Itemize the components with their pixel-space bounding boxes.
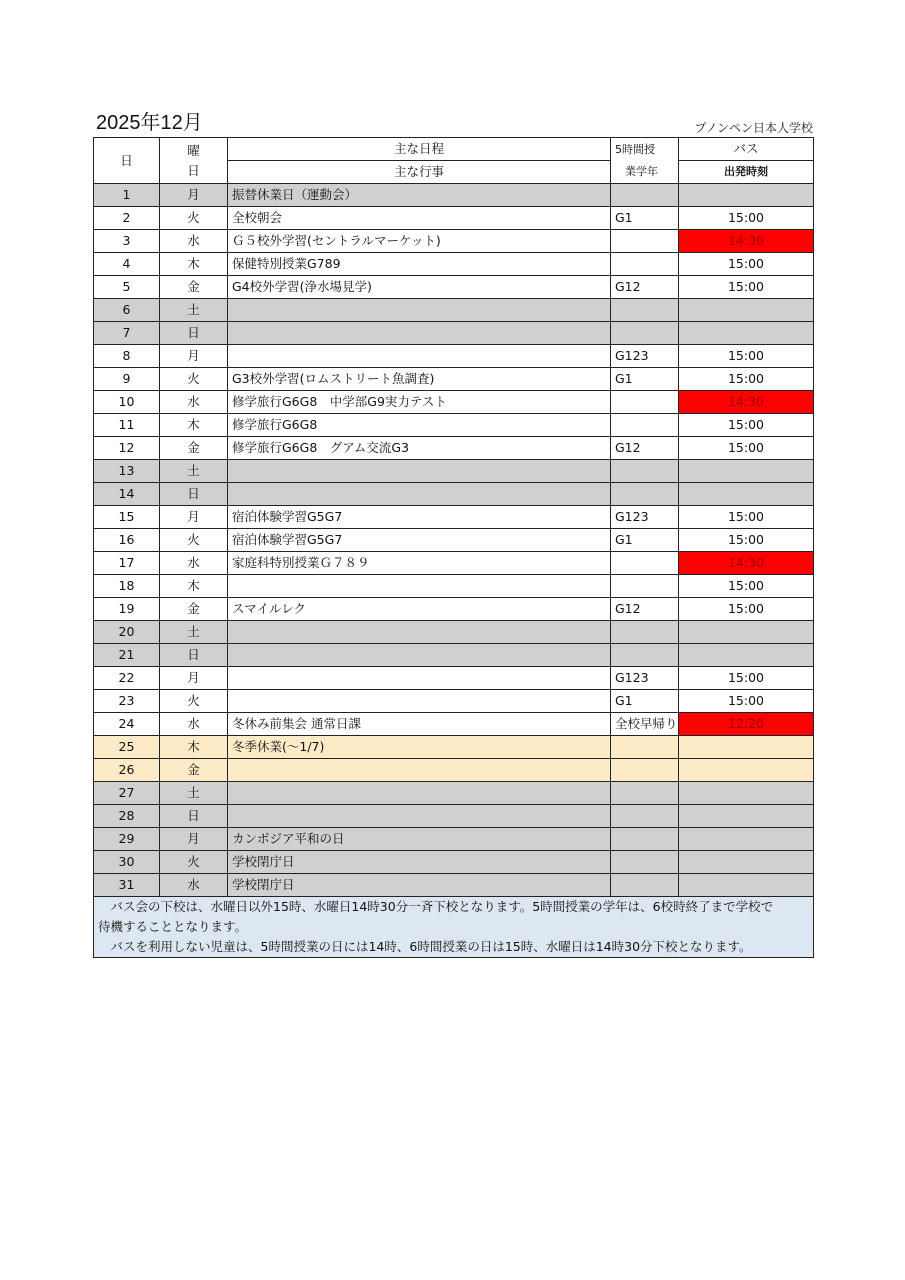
cell-day: 2 <box>94 207 160 230</box>
cell-day: 28 <box>94 805 160 828</box>
cell-weekday: 水 <box>160 552 228 575</box>
table-row <box>94 690 814 713</box>
cell-bus-time <box>679 828 814 851</box>
cell-day: 14 <box>94 483 160 506</box>
cell-bus-time <box>679 805 814 828</box>
cell-bus-time <box>679 460 814 483</box>
cell-weekday: 日 <box>160 483 228 506</box>
cell-grade <box>611 736 679 759</box>
cell-grade <box>611 805 679 828</box>
cell-day: 1 <box>94 184 160 207</box>
cell-grade <box>611 575 679 598</box>
cell-event: G4校外学習(浄水場見学) <box>228 276 611 299</box>
col-header-schedule: 主な日程 <box>228 138 611 161</box>
cell-grade: G1 <box>611 529 679 552</box>
cell-day: 15 <box>94 506 160 529</box>
cell-weekday: 水 <box>160 874 228 897</box>
cell-bus-time <box>679 483 814 506</box>
table-row <box>94 713 814 736</box>
cell-grade: G1 <box>611 368 679 391</box>
cell-bus-time: 15:00 <box>679 690 814 713</box>
cell-day: 25 <box>94 736 160 759</box>
cell-day: 16 <box>94 529 160 552</box>
cell-event: 修学旅行G6G8 中学部G9実力テスト <box>228 391 611 414</box>
page-title: 2025年12月 <box>96 112 203 134</box>
cell-weekday: 金 <box>160 437 228 460</box>
table-row <box>94 460 814 483</box>
cell-bus-time <box>679 851 814 874</box>
cell-bus-time: 12:20 <box>679 713 814 736</box>
table-row <box>94 529 814 552</box>
col-header-grade <box>611 138 679 184</box>
cell-bus-time: 14:30 <box>679 230 814 253</box>
table-row <box>94 253 814 276</box>
cell-day: 18 <box>94 575 160 598</box>
table-row <box>94 483 814 506</box>
cell-bus-time: 15:00 <box>679 437 814 460</box>
cell-day: 7 <box>94 322 160 345</box>
cell-event: 宿泊体験学習G5G7 <box>228 506 611 529</box>
cell-event <box>228 690 611 713</box>
cell-event: スマイルレク <box>228 598 611 621</box>
cell-bus-time: 15:00 <box>679 276 814 299</box>
cell-grade <box>611 414 679 437</box>
cell-grade <box>611 644 679 667</box>
col-header-grade-bottom: 業学年 <box>625 164 658 178</box>
cell-weekday: 火 <box>160 368 228 391</box>
cell-event: 家庭科特別授業Ｇ７８９ <box>228 552 611 575</box>
cell-weekday: 金 <box>160 598 228 621</box>
cell-day: 6 <box>94 299 160 322</box>
notes-row <box>94 897 814 958</box>
cell-event: 修学旅行G6G8 <box>228 414 611 437</box>
col-header-weekday-top: 曜 <box>187 142 200 158</box>
cell-bus-time <box>679 184 814 207</box>
table-row <box>94 575 814 598</box>
cell-event <box>228 299 611 322</box>
cell-grade <box>611 253 679 276</box>
cell-grade <box>611 828 679 851</box>
cell-weekday: 土 <box>160 460 228 483</box>
table-row <box>94 299 814 322</box>
cell-event: G3校外学習(ロムストリート魚調査) <box>228 368 611 391</box>
cell-bus-time: 15:00 <box>679 207 814 230</box>
cell-event <box>228 483 611 506</box>
cell-day: 17 <box>94 552 160 575</box>
cell-day: 22 <box>94 667 160 690</box>
cell-event: 振替休業日（運動会） <box>228 184 611 207</box>
note-text: バスを利用しない児童は、5時間授業の日には14時、6時間授業の日は15時、水曜日は14時30分下校となります。 <box>98 939 752 954</box>
table-row <box>94 644 814 667</box>
col-header-weekday-bottom: 日 <box>187 162 200 178</box>
table-row <box>94 759 814 782</box>
cell-grade: G123 <box>611 345 679 368</box>
cell-weekday: 日 <box>160 322 228 345</box>
table-row <box>94 851 814 874</box>
cell-weekday: 木 <box>160 414 228 437</box>
table-row <box>94 621 814 644</box>
cell-weekday: 月 <box>160 667 228 690</box>
cell-weekday: 水 <box>160 230 228 253</box>
cell-weekday: 木 <box>160 575 228 598</box>
cell-weekday: 月 <box>160 828 228 851</box>
cell-day: 12 <box>94 437 160 460</box>
cell-weekday: 木 <box>160 736 228 759</box>
cell-grade: G1 <box>611 690 679 713</box>
cell-bus-time <box>679 874 814 897</box>
table-row <box>94 437 814 460</box>
table-row <box>94 230 814 253</box>
cell-grade <box>611 874 679 897</box>
col-header-day: 日 <box>94 138 160 184</box>
cell-grade <box>611 299 679 322</box>
cell-event <box>228 644 611 667</box>
cell-event <box>228 805 611 828</box>
cell-weekday: 月 <box>160 184 228 207</box>
cell-day: 19 <box>94 598 160 621</box>
cell-event <box>228 621 611 644</box>
cell-weekday: 月 <box>160 506 228 529</box>
cell-grade <box>611 322 679 345</box>
table-row <box>94 736 814 759</box>
cell-event: 学校閉庁日 <box>228 851 611 874</box>
cell-weekday: 金 <box>160 276 228 299</box>
cell-bus-time <box>679 736 814 759</box>
cell-grade <box>611 851 679 874</box>
note-text: バス会の下校は、水曜日以外15時、水曜日14時30分一斉下校となります。5時間授業の学年は、6校時終了まで学校で <box>98 899 774 914</box>
cell-event <box>228 782 611 805</box>
cell-event: 保健特別授業G789 <box>228 253 611 276</box>
table-row <box>94 184 814 207</box>
cell-event: 冬休み前集会 通常日課 <box>228 713 611 736</box>
cell-day: 21 <box>94 644 160 667</box>
cell-weekday: 土 <box>160 621 228 644</box>
col-header-departure: 出発時刻 <box>679 161 814 184</box>
cell-day: 4 <box>94 253 160 276</box>
cell-weekday: 火 <box>160 851 228 874</box>
cell-event <box>228 575 611 598</box>
cell-day: 31 <box>94 874 160 897</box>
cell-day: 30 <box>94 851 160 874</box>
cell-day: 5 <box>94 276 160 299</box>
cell-bus-time <box>679 621 814 644</box>
cell-event <box>228 759 611 782</box>
cell-grade <box>611 460 679 483</box>
table-row <box>94 368 814 391</box>
cell-grade <box>611 782 679 805</box>
col-header-weekday <box>160 138 228 184</box>
cell-event: 修学旅行G6G8 グアム交流G3 <box>228 437 611 460</box>
cell-weekday: 火 <box>160 207 228 230</box>
cell-grade: G12 <box>611 276 679 299</box>
cell-bus-time: 15:00 <box>679 506 814 529</box>
cell-bus-time: 14:30 <box>679 391 814 414</box>
cell-bus-time <box>679 322 814 345</box>
cell-grade: G123 <box>611 667 679 690</box>
header-row-top <box>94 138 814 161</box>
notes-box <box>94 897 814 958</box>
note-text: 待機することとなります。 <box>98 919 248 934</box>
cell-day: 24 <box>94 713 160 736</box>
cell-weekday: 火 <box>160 690 228 713</box>
cell-weekday: 火 <box>160 529 228 552</box>
table-row <box>94 391 814 414</box>
table-row <box>94 506 814 529</box>
cell-bus-time: 15:00 <box>679 345 814 368</box>
cell-event <box>228 322 611 345</box>
cell-grade <box>611 759 679 782</box>
cell-day: 9 <box>94 368 160 391</box>
col-header-grade-top: 5時間授 <box>615 142 655 156</box>
table-row <box>94 322 814 345</box>
table-row <box>94 874 814 897</box>
cell-weekday: 日 <box>160 805 228 828</box>
cell-bus-time: 14:30 <box>679 552 814 575</box>
cell-day: 3 <box>94 230 160 253</box>
cell-grade: G12 <box>611 437 679 460</box>
cell-bus-time <box>679 782 814 805</box>
cell-weekday: 土 <box>160 299 228 322</box>
calendar-table <box>93 137 814 958</box>
cell-event <box>228 667 611 690</box>
cell-day: 29 <box>94 828 160 851</box>
cell-day: 11 <box>94 414 160 437</box>
cell-grade <box>611 230 679 253</box>
cell-grade <box>611 552 679 575</box>
cell-day: 23 <box>94 690 160 713</box>
cell-bus-time: 15:00 <box>679 253 814 276</box>
cell-weekday: 月 <box>160 345 228 368</box>
cell-day: 8 <box>94 345 160 368</box>
table-row <box>94 782 814 805</box>
cell-event <box>228 460 611 483</box>
col-header-bus: バス <box>679 138 814 161</box>
cell-event: カンボジア平和の日 <box>228 828 611 851</box>
cell-bus-time: 15:00 <box>679 414 814 437</box>
cell-event: 学校閉庁日 <box>228 874 611 897</box>
cell-grade: 全校早帰り <box>611 713 679 736</box>
cell-event: Ｇ５校外学習(セントラルマーケット) <box>228 230 611 253</box>
cell-day: 26 <box>94 759 160 782</box>
cell-grade <box>611 391 679 414</box>
cell-bus-time: 15:00 <box>679 598 814 621</box>
table-row <box>94 828 814 851</box>
table-row <box>94 667 814 690</box>
cell-grade: G12 <box>611 598 679 621</box>
cell-day: 13 <box>94 460 160 483</box>
cell-weekday: 金 <box>160 759 228 782</box>
cell-event: 冬季休業(～1/7) <box>228 736 611 759</box>
cell-day: 20 <box>94 621 160 644</box>
cell-bus-time: 15:00 <box>679 529 814 552</box>
cell-grade <box>611 483 679 506</box>
cell-bus-time: 15:00 <box>679 667 814 690</box>
table-row <box>94 345 814 368</box>
table-row <box>94 805 814 828</box>
cell-weekday: 日 <box>160 644 228 667</box>
cell-bus-time: 15:00 <box>679 368 814 391</box>
table-row <box>94 414 814 437</box>
cell-grade: G1 <box>611 207 679 230</box>
col-header-events: 主な行事 <box>228 161 611 184</box>
cell-bus-time <box>679 759 814 782</box>
cell-bus-time <box>679 644 814 667</box>
cell-bus-time: 15:00 <box>679 575 814 598</box>
cell-event <box>228 345 611 368</box>
cell-weekday: 水 <box>160 713 228 736</box>
table-row <box>94 276 814 299</box>
cell-grade: G123 <box>611 506 679 529</box>
cell-event: 全校朝会 <box>228 207 611 230</box>
cell-weekday: 土 <box>160 782 228 805</box>
table-row <box>94 598 814 621</box>
cell-day: 10 <box>94 391 160 414</box>
cell-weekday: 水 <box>160 391 228 414</box>
table-row <box>94 552 814 575</box>
cell-grade <box>611 184 679 207</box>
cell-grade <box>611 621 679 644</box>
table-row <box>94 207 814 230</box>
school-name: プノンペン日本人学校 <box>694 121 813 135</box>
cell-bus-time <box>679 299 814 322</box>
cell-event: 宿泊体験学習G5G7 <box>228 529 611 552</box>
cell-weekday: 木 <box>160 253 228 276</box>
cell-day: 27 <box>94 782 160 805</box>
